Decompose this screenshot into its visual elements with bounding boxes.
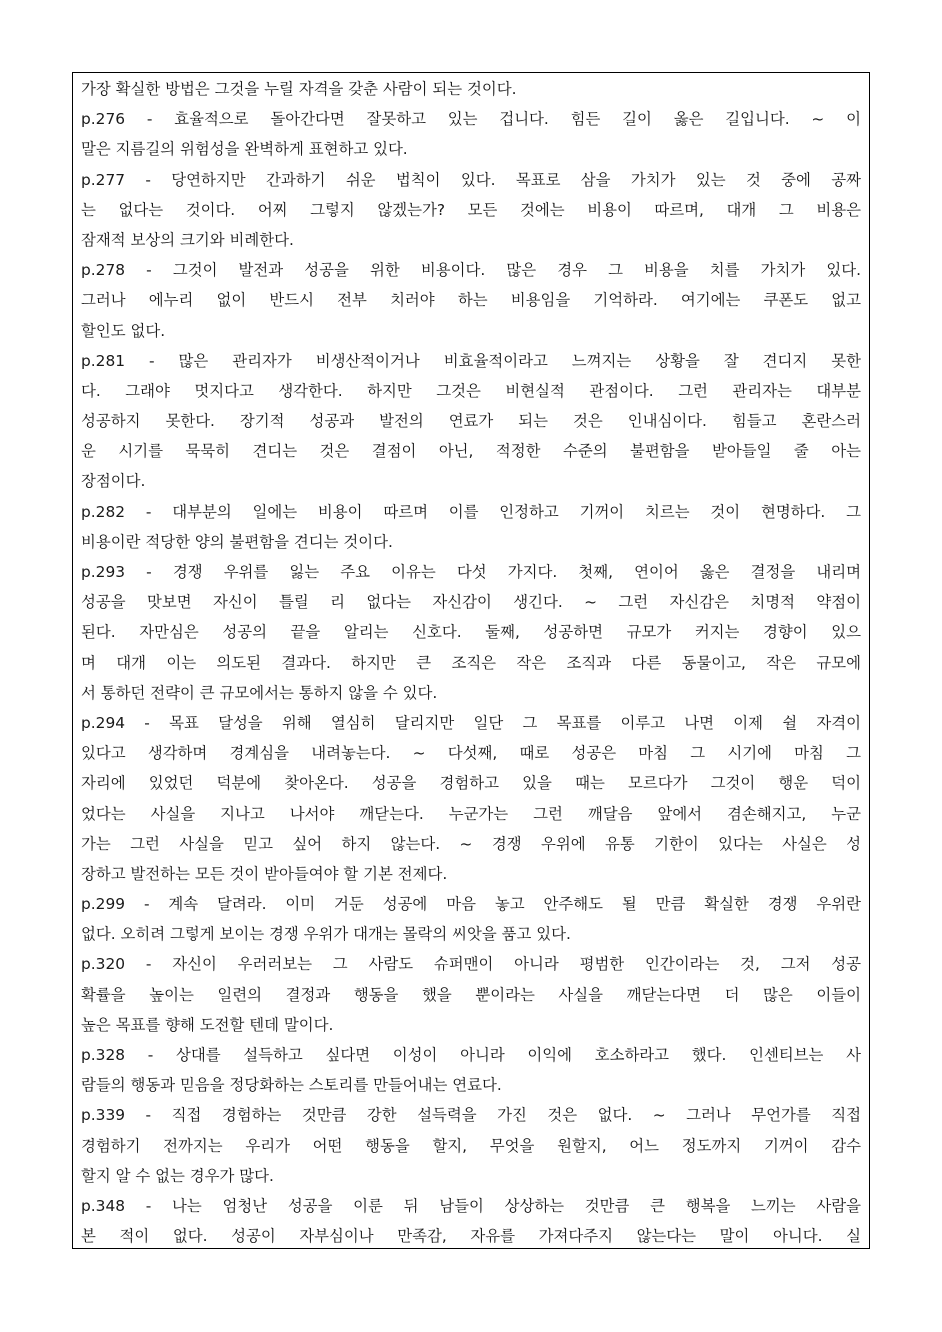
text-line: p.328 - 상대를 설득하고 싶다면 이성이 아니라 이익에 호소하라고 했다. 인센티브는 사 xyxy=(81,1046,861,1064)
text-line: 가장 확실한 방법은 그것을 누릴 자격을 갖춘 사람이 되는 것이다. xyxy=(81,80,517,98)
text-line: p.276 - 효율적으로 돌아간다면 잘못하고 있는 겁니다. 힘든 길이 옳은 길입니다. ~ 이 xyxy=(81,110,861,129)
text-line: 할인도 없다. xyxy=(81,321,166,340)
text-line: p.294 - 목표 달성을 위해 열심히 달리지만 일단 그 목표를 이루고 나면 이제 쉴 자격이 xyxy=(81,713,861,732)
text-line: 된다. 자만심은 성공의 끝을 알리는 신호다. 둘째, 성공하면 규모가 커지는 경향이 있으 xyxy=(81,623,861,642)
text-line: 었다는 사실을 지나고 나서야 깨닫는다. 누군가는 그런 깨달음 앞에서 겸손해지고, 누군 xyxy=(81,804,861,823)
text-line: 본 적이 없다. 성공이 자부심이나 만족감, 자유를 가져다주지 않는다는 말이 아니다. 실 xyxy=(81,1227,861,1246)
text-line: 람들의 행동과 믿음을 정당화하는 스토리를 만들어내는 연료다. xyxy=(81,1076,502,1095)
text-line: 자리에 있었던 덕분에 찾아온다. 성공을 경험하고 있을 때는 모르다가 그것이 행운 덕이 xyxy=(81,774,861,793)
document-page xyxy=(72,72,870,1249)
text-line: 경험하기 전까지는 우리가 어떤 행동을 할지, 무엇을 원할지, 어느 정도까지 기꺼이 감수 xyxy=(81,1136,861,1155)
text-line: p.278 - 그것이 발전과 성공을 위한 비용이다. 많은 경우 그 비용을 치를 가치가 있다. xyxy=(81,261,861,280)
text-line: p.293 - 경쟁 우위를 잃는 주요 이유는 다섯 가지다. 첫째, 연이어 옳은 결정을 내리며 xyxy=(81,563,861,581)
book-notes-text xyxy=(81,74,861,1249)
text-line: 성공을 맛보면 자신이 틀릴 리 없다는 자신감이 생긴다. ~ 그런 자신감은 치명적 약점이 xyxy=(81,593,861,612)
text-line: 그러나 에누리 없이 반드시 전부 치러야 하는 비용임을 기억하라. 여기에는 쿠폰도 없고 xyxy=(81,291,861,310)
text-line: p.281 - 많은 관리자가 비생산적이거나 비효율적이라고 느껴지는 상황을 잘 견디지 못한 xyxy=(81,351,861,370)
text-line: 장점이다. xyxy=(81,472,146,491)
text-line: 며 대개 이는 의도된 결과다. 하지만 큰 조직은 작은 조직과 다른 동물이고, 작은 규모에 xyxy=(81,653,861,672)
text-line: 는 없다는 것이다. 어찌 그렇지 않겠는가? 모든 것에는 비용이 따르며, 대개 그 비용은 xyxy=(81,200,861,219)
text-line: 장하고 발전하는 모든 것이 받아들여야 할 기본 전제다. xyxy=(81,864,448,883)
text-line: p.277 - 당연하지만 간과하기 쉬운 법칙이 있다. 목표로 삼을 가치가 있는 것 중에 공짜 xyxy=(81,170,861,189)
text-line: 있다고 생각하며 경계심을 내려놓는다. ~ 다섯째, 때로 성공은 마침 그 시기에 마침 그 xyxy=(81,744,861,763)
text-line: p.320 - 자신이 우러러보는 그 사람도 슈퍼맨이 아니라 평범한 인간이라는 것, 그저 성공 xyxy=(81,955,861,974)
text-line: 서 통하던 전략이 큰 규모에서는 통하지 않을 수 있다. xyxy=(81,683,438,702)
text-line: p.282 - 대부분의 일에는 비용이 따르며 이를 인정하고 기꺼이 치르는 것이 현명하다. 그 xyxy=(81,502,861,521)
text-line: 성공하지 못한다. 장기적 성공과 발전의 연료가 되는 것은 인내심이다. 힘들고 혼란스러 xyxy=(81,412,861,431)
text-line: 다. 그래야 멋지다고 생각한다. 하지만 그것은 비현실적 관점이다. 그런 관리자는 대부분 xyxy=(81,381,861,400)
text-line: 확률을 높이는 일련의 결정과 행동을 했을 뿐이라는 사실을 깨닫는다면 더 많은 이들이 xyxy=(81,985,861,1004)
text-line: p.348 - 나는 엄청난 성공을 이룬 뒤 남들이 상상하는 것만큼 큰 행복을 느끼는 사람을 xyxy=(81,1196,861,1215)
text-line: 운 시기를 묵묵히 견디는 것은 결점이 아닌, 적정한 수준의 불편함을 받아들일 줄 아는 xyxy=(81,442,861,461)
text-line: p.299 - 계속 달려라. 이미 거둔 성공에 마음 놓고 안주해도 될 만큼 확실한 경쟁 우위란 xyxy=(81,895,861,914)
text-line: p.339 - 직접 경험하는 것만큼 강한 설득력을 가진 것은 없다. ~ 그러나 무언가를 직접 xyxy=(81,1106,861,1125)
text-line: 비용이란 적당한 양의 불편함을 견디는 것이다. xyxy=(81,532,393,551)
text-line: 잠재적 보상의 크기와 비례한다. xyxy=(81,230,294,249)
text-line: 가는 그런 사실을 믿고 싶어 하지 않는다. ~ 경쟁 우위에 유통 기한이 있다는 사실은 성 xyxy=(81,834,861,853)
text-line: 없다. 오히려 그렇게 보이는 경쟁 우위가 대개는 몰락의 씨앗을 품고 있다. xyxy=(81,925,571,944)
text-line: 높은 목표를 향해 도전할 텐데 말이다. xyxy=(81,1015,334,1034)
text-line: 말은 지름길의 위험성을 완벽하게 표현하고 있다. xyxy=(81,140,408,159)
text-line: 할지 알 수 없는 경우가 많다. xyxy=(81,1166,274,1185)
